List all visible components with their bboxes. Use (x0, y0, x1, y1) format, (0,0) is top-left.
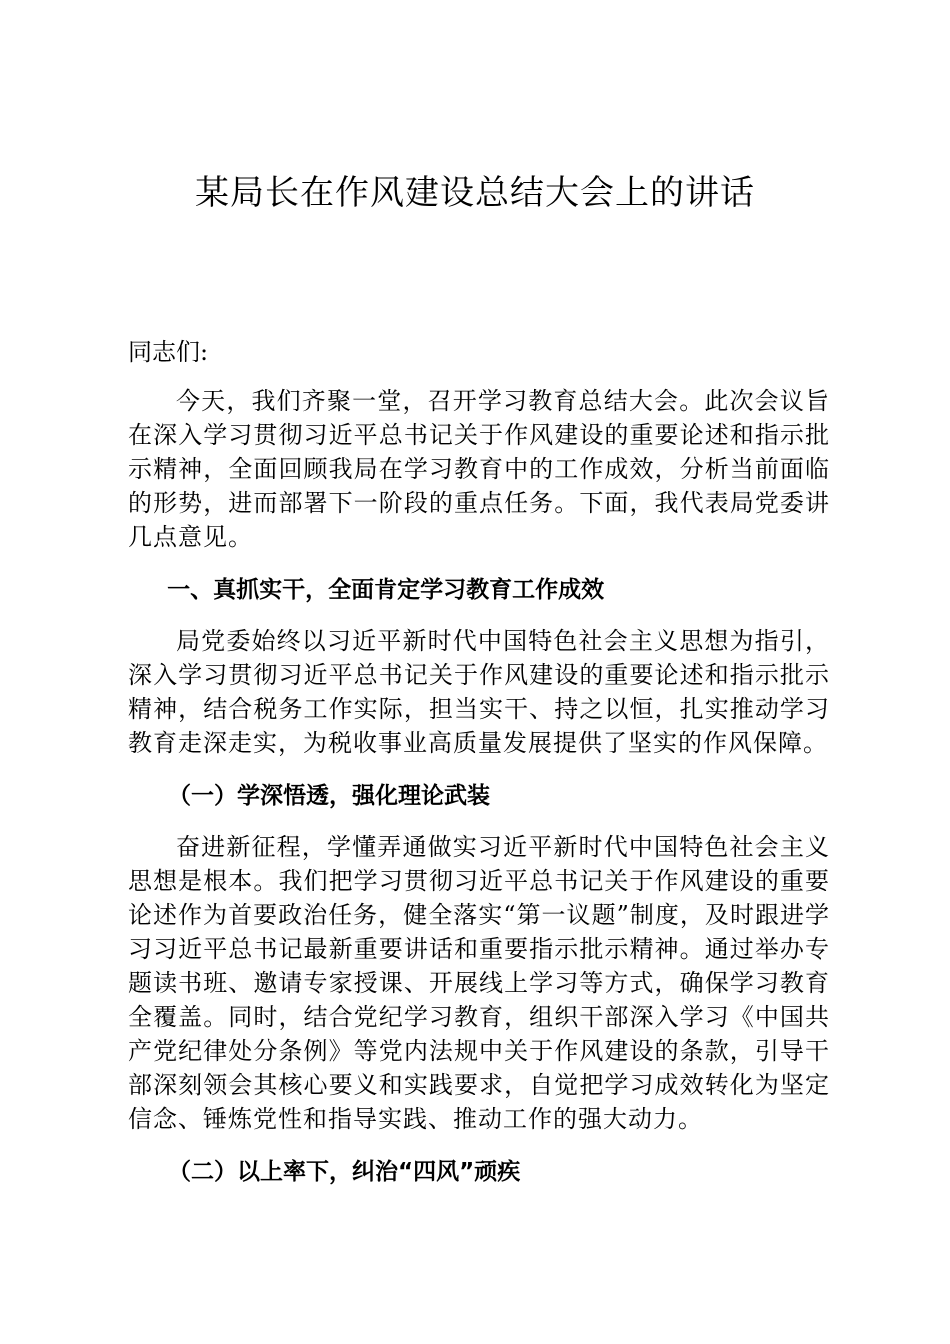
subsection-heading-2: （二）以上率下，纠治“四风”顽疾 (168, 1159, 521, 1185)
paragraph-opening: 今天，我们齐聚一堂，召开学习教育总结大会。此次会议旨在深入学习贯彻习近平总书记关于作风建设的重要论述和指示批示精神，全面回顾我局在学习教育中的工作成效，分析当前面临的形势，进而部署下一阶段的重点任务。下面，我代表局党委讲几点意见。 (128, 387, 830, 551)
paragraph-subsection-1: 奋进新征程，学懂弄通做实习近平新时代中国特色社会主义思想是根本。我们把学习贯彻习近平总书记关于作风建设的重要论述作为首要政治任务，健全落实“第一议题”制度，及时跟进学习习近平总书记最新重要讲话和重要指示批示精神。通过举办专题读书班、邀请专家授课、开展线上学习等方式，确保学习教育全覆盖。同时，结合党纪学习教育，组织干部深入学习《中国共产党纪律处分条例》等党内法规中关于作风建设的条款，引导干部深刻领会其核心要义和实践要求，自觉把学习成效转化为坚定信念、锤炼党性和指导实践、推动工作的强大动力。 (128, 833, 830, 1133)
document-body (128, 334, 830, 1206)
document-title: 某局长在作风建设总结大会上的讲话 (195, 173, 755, 213)
salutation: 同志们: (128, 338, 209, 366)
paragraph-section-1: 局党委始终以习近平新时代中国特色社会主义思想为指引，深入学习贯彻习近平总书记关于作风建设的重要论述和指示批示精神，结合税务工作实际，担当实干、持之以恒，扎实推动学习教育走深走实，为税收事业高质量发展提供了坚实的作风保障。 (128, 627, 830, 757)
subsection-heading-1: （一）学深悟透，强化理论武装 (168, 783, 490, 809)
section-heading-1: 一、真抓实干，全面肯定学习教育工作成效 (167, 577, 605, 603)
